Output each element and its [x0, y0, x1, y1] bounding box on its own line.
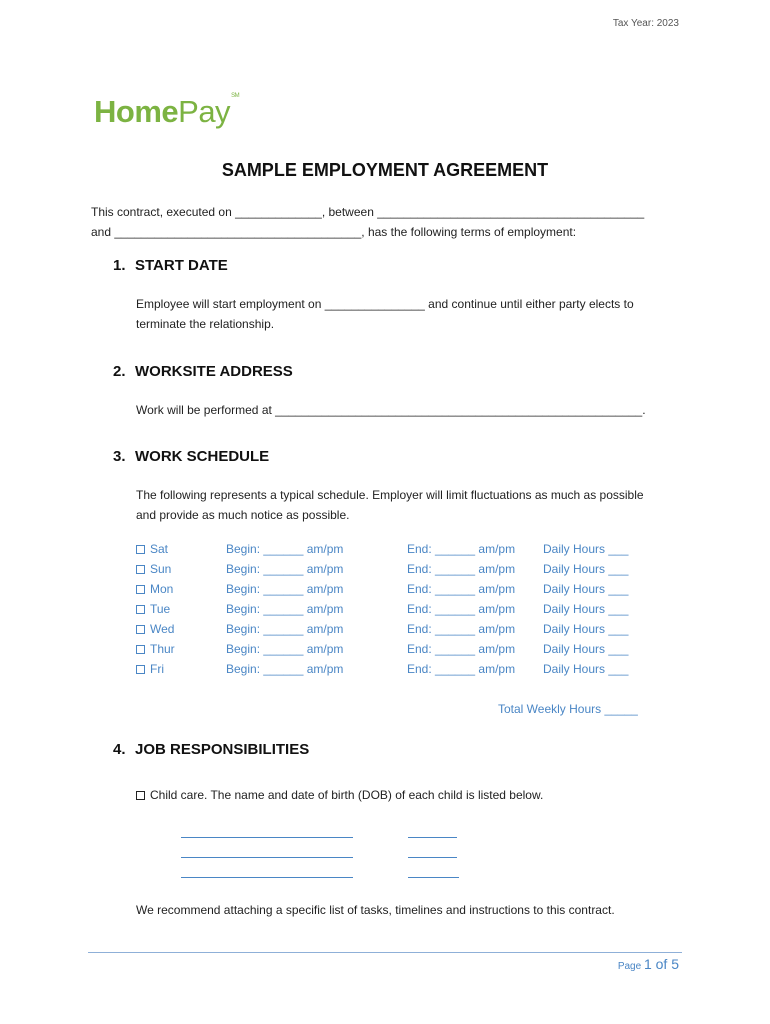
section-title: WORK SCHEDULE	[135, 448, 270, 465]
child-name-line	[181, 857, 353, 858]
schedule-day	[136, 619, 174, 639]
schedule-day-text: Tue	[150, 602, 171, 616]
schedule-end	[407, 599, 515, 619]
section-number: 2.	[113, 363, 126, 380]
schedule-end-text: End: ______ am/pm	[407, 582, 516, 596]
child-dob-line	[408, 837, 457, 838]
schedule-begin	[226, 619, 343, 639]
schedule-daily-hours	[543, 559, 628, 579]
schedule-begin	[226, 639, 343, 659]
schedule-begin-text: Begin: ______ am/pm	[226, 542, 344, 556]
checkbox-icon[interactable]	[136, 645, 145, 654]
schedule-daily-hours-text: Daily Hours ___	[543, 542, 629, 556]
worksite-line: Work will be performed at _______________________________________________________.	[136, 403, 646, 417]
intro-line-2: and _____________________________________, has the following terms of employment:	[91, 225, 577, 239]
child-dob-line	[408, 877, 459, 878]
schedule-day-text: Wed	[150, 622, 175, 636]
page-prefix: Page	[617, 961, 644, 972]
schedule-begin	[226, 579, 343, 599]
schedule-day	[136, 559, 171, 579]
schedule-daily-hours-text: Daily Hours ___	[543, 582, 629, 596]
section-title: START DATE	[135, 257, 228, 274]
checkbox-icon[interactable]	[136, 791, 145, 800]
schedule-end	[407, 559, 515, 579]
section-number: 3.	[113, 448, 126, 465]
schedule-end	[407, 619, 515, 639]
footer-divider	[88, 952, 682, 953]
schedule-day	[136, 639, 175, 659]
schedule-end-text: End: ______ am/pm	[407, 602, 516, 616]
section-start-date-heading	[113, 257, 228, 274]
section-responsibilities-heading	[113, 741, 309, 758]
schedule-end	[407, 579, 515, 599]
schedule-begin-text: Begin: ______ am/pm	[226, 662, 344, 676]
child-dob-line	[408, 857, 457, 858]
recommend-text: We recommend attaching a specific list of tasks, timelines and instructions to this contract.	[136, 903, 615, 917]
checkbox-icon[interactable]	[136, 545, 145, 554]
schedule-end-text: End: ______ am/pm	[407, 542, 516, 556]
schedule-begin	[226, 659, 343, 679]
schedule-day-text: Thur	[150, 642, 175, 656]
logo-home: Home	[94, 94, 179, 129]
schedule-end-text: End: ______ am/pm	[407, 642, 516, 656]
start-date-line-2: terminate the relationship.	[136, 317, 275, 331]
schedule-daily-hours	[543, 599, 628, 619]
schedule-day-text: Sat	[150, 542, 169, 556]
schedule-daily-hours	[543, 539, 628, 559]
document-title: SAMPLE EMPLOYMENT AGREEMENT	[221, 160, 549, 180]
child-name-line	[181, 837, 353, 838]
schedule-begin-text: Begin: ______ am/pm	[226, 602, 344, 616]
checkbox-icon[interactable]	[136, 625, 145, 634]
schedule-begin-text: Begin: ______ am/pm	[226, 562, 344, 576]
schedule-daily-hours-text: Daily Hours ___	[543, 622, 629, 636]
schedule-paragraph	[136, 485, 696, 525]
child-name-line	[181, 877, 353, 878]
start-date-line-1: Employee will start employment on _______________ and continue until either party elects to	[136, 297, 634, 311]
schedule-daily-hours	[543, 579, 628, 599]
schedule-day	[136, 539, 168, 559]
section-title: WORKSITE ADDRESS	[135, 363, 293, 380]
schedule-begin-text: Begin: ______ am/pm	[226, 642, 344, 656]
schedule-end	[407, 639, 515, 659]
schedule-begin	[226, 599, 343, 619]
schedule-day	[136, 659, 164, 679]
schedule-daily-hours-text: Daily Hours ___	[543, 642, 629, 656]
page-number	[618, 956, 679, 972]
schedule-daily-hours	[543, 639, 628, 659]
section-title: JOB RESPONSIBILITIES	[135, 741, 310, 758]
schedule-daily-hours-text: Daily Hours ___	[543, 602, 629, 616]
child-care-option	[136, 785, 543, 805]
page-of: 1 of 5	[643, 956, 679, 972]
schedule-daily-hours	[543, 659, 628, 679]
section-worksite-heading	[113, 363, 293, 380]
section-number: 4.	[113, 741, 126, 758]
section-number: 1.	[113, 257, 126, 274]
schedule-end-text: End: ______ am/pm	[407, 622, 516, 636]
logo-mark: SM	[231, 92, 240, 99]
schedule-daily-hours-text: Daily Hours ___	[543, 562, 629, 576]
checkbox-icon[interactable]	[136, 565, 145, 574]
schedule-end	[407, 539, 515, 559]
schedule-day-text: Mon	[150, 582, 174, 596]
intro-line-1: This contract, executed on _____________, between ________________________________________	[91, 205, 645, 219]
checkbox-icon[interactable]	[136, 605, 145, 614]
schedule-day	[136, 579, 173, 599]
child-care-label: Child care. The name and date of birth (DOB) of each child is listed below.	[150, 788, 544, 802]
start-date-paragraph	[136, 294, 696, 334]
schedule-day	[136, 599, 170, 619]
schedule-begin-text: Begin: ______ am/pm	[226, 582, 344, 596]
homepay-logo	[94, 94, 239, 130]
schedule-day-text: Fri	[150, 662, 164, 676]
schedule-begin	[226, 539, 343, 559]
intro-paragraph	[91, 202, 691, 242]
schedule-line-2: and provide as much notice as possible.	[136, 508, 350, 522]
schedule-begin	[226, 559, 343, 579]
schedule-end	[407, 659, 515, 679]
checkbox-icon[interactable]	[136, 585, 145, 594]
total-weekly-hours: Total Weekly Hours _____	[498, 702, 638, 716]
schedule-daily-hours-text: Daily Hours ___	[543, 662, 629, 676]
schedule-line-1: The following represents a typical schedule. Employer will limit fluctuations as much as possible	[136, 488, 644, 502]
logo-pay: Pay	[178, 94, 231, 129]
checkbox-icon[interactable]	[136, 665, 145, 674]
schedule-end-text: End: ______ am/pm	[407, 562, 516, 576]
tax-year: Tax Year: 2023	[612, 18, 679, 29]
schedule-end-text: End: ______ am/pm	[407, 662, 516, 676]
section-schedule-heading	[113, 448, 269, 465]
schedule-begin-text: Begin: ______ am/pm	[226, 622, 344, 636]
schedule-daily-hours	[543, 619, 628, 639]
schedule-day-text: Sun	[150, 562, 172, 576]
